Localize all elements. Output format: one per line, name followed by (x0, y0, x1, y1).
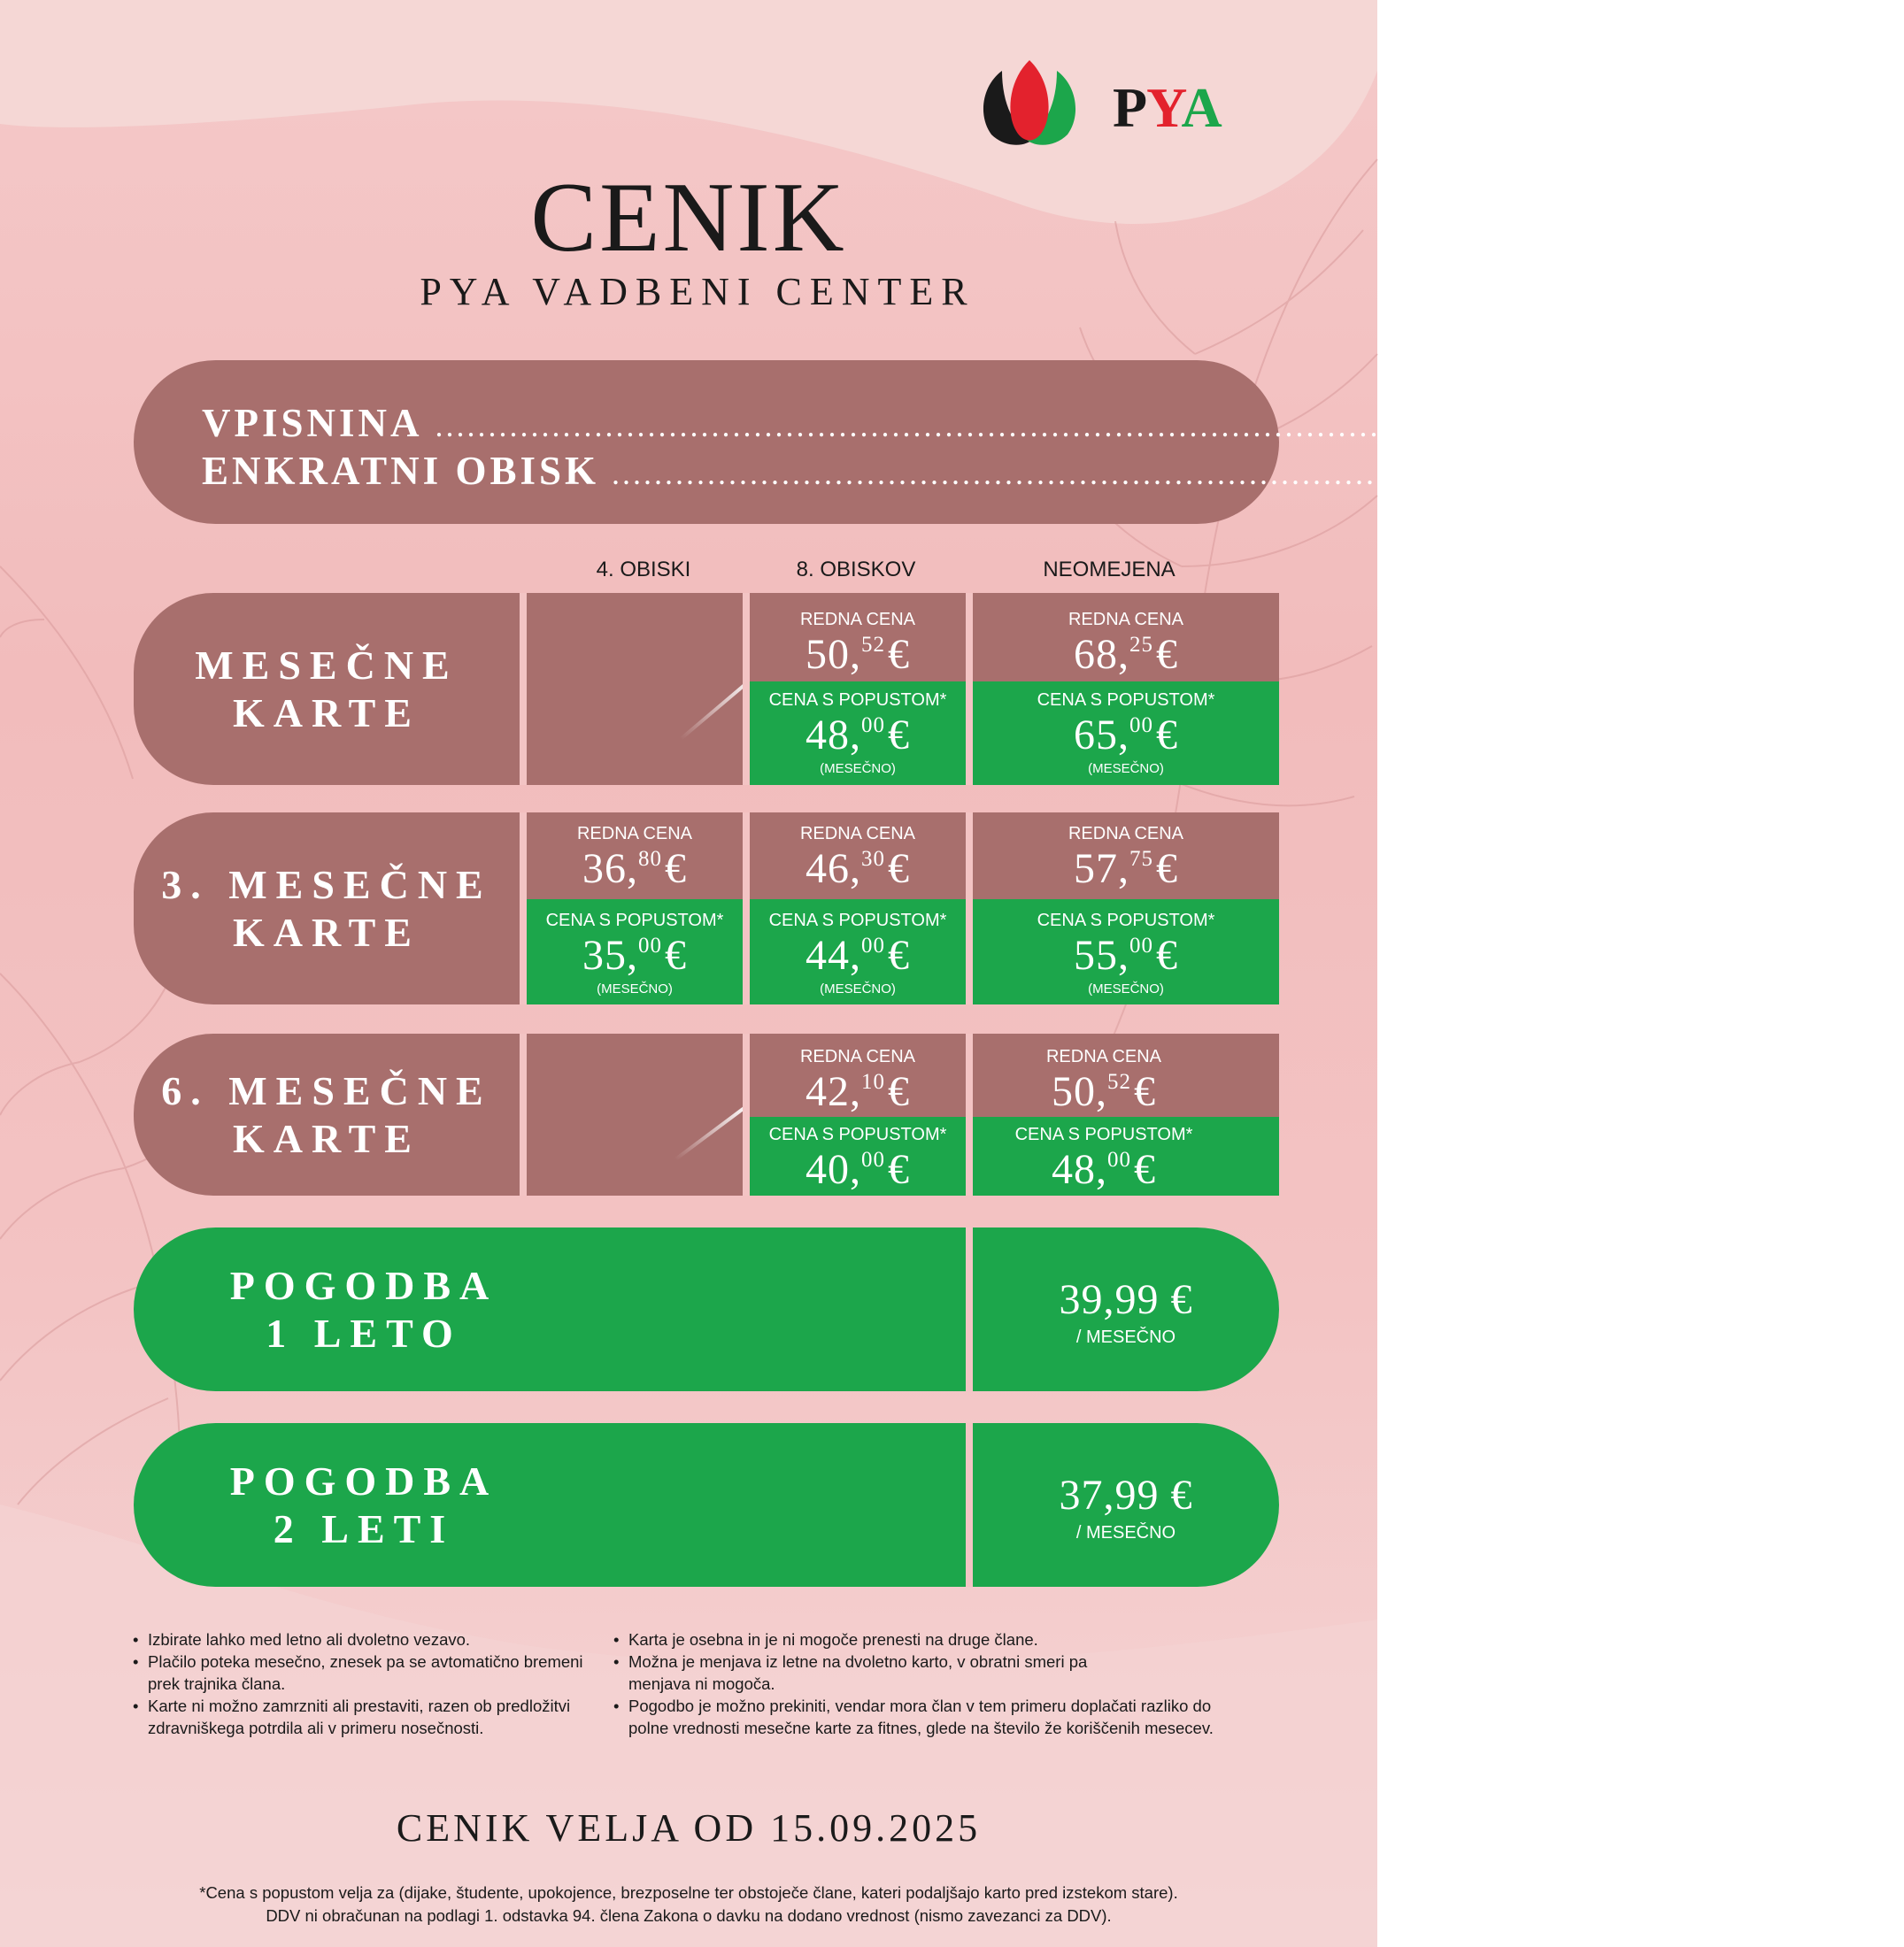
basic-fees-box (134, 360, 1904, 524)
single-visit-row (202, 447, 1904, 493)
monthly-cards-label: MESEČNE KARTE (195, 642, 459, 735)
monthly-4-visits-cell (527, 593, 743, 785)
monthly-8-visits-cell: REDNA CENA 50,52€ CENA S POPUSTOM* 48,00€ (MESEČNO) (750, 593, 966, 785)
entry-fee-label: VPISNINA (202, 401, 423, 445)
validity-statement: CENIK VELJA OD 15.09.2025 (396, 1806, 982, 1850)
note-item: • Možna je menjava iz letne na dvoletno karto, v obratni smeri pa menjava ni mogoča. (613, 1651, 1098, 1695)
regular-price: 42,10€ (806, 1068, 910, 1115)
three-month-8-visits-cell: REDNA CENA 46,30€ CENA S POPUSTOM* 44,00€ (MESEČNO) (750, 812, 966, 1004)
notes-right (613, 1628, 1251, 1739)
monthly-cards-row (134, 593, 1279, 785)
regular-price: 36,80€ (582, 845, 687, 892)
regular-price: 57,75€ (1074, 845, 1178, 892)
discount-price: 65,00€ (1074, 712, 1178, 758)
dot-leader: .............................................................................................................. (435, 408, 1604, 443)
discount-price: 48,00€ (1052, 1146, 1156, 1193)
six-month-cards-row (134, 1034, 1279, 1196)
per-month-label: / MESEČNO (1075, 1328, 1176, 1347)
pya-logo (975, 60, 1228, 149)
note-item: • Pogodbo je možno prekiniti, vendar mora član v tem primeru doplačati razliko do polne vrednosti mesečne karte za fitnes, glede na število že koriščenih mesecev. (613, 1695, 1251, 1739)
per-month-label: / MESEČNO (1075, 1523, 1176, 1543)
single-visit-price: 10,00 € (1792, 448, 1904, 493)
single-visit-label: ENKRATNI OBISK (202, 449, 600, 493)
three-month-4-visits-cell: REDNA CENA 36,80€ CENA S POPUSTOM* 35,00€ (MESEČNO) (527, 812, 743, 1004)
notes-left (133, 1628, 593, 1739)
logo-text: PYA (1113, 76, 1222, 139)
monthly-unlimited-cell: REDNA CENA 68,25€ CENA S POPUSTOM* 65,00€ (MESEČNO) (973, 593, 1279, 785)
contract-price: 39,99 € (1059, 1276, 1193, 1323)
discount-price: 44,00€ (806, 932, 910, 979)
note-item: • Karta je osebna in je ni mogoče prenesti na druge člane. (613, 1628, 1251, 1651)
six-month-8-visits-cell: REDNA CENA 42,10€ CENA S POPUSTOM* 40,00€ (750, 1034, 966, 1196)
contract-1-year-price-cell (973, 1227, 1279, 1391)
footnotes (0, 1882, 1377, 1928)
regular-price: 46,30€ (806, 845, 910, 892)
contract-2-years-row (134, 1423, 1279, 1587)
discount-price: 48,00€ (806, 712, 910, 758)
three-month-unlimited-cell: REDNA CENA 57,75€ CENA S POPUSTOM* 55,00€ (MESEČNO) (973, 812, 1279, 1004)
contract-1-year-label: POGODBA 1 LETO (229, 1262, 498, 1356)
note-item: • Karte ni možno zamrzniti ali prestaviti, razen ob predložitvi zdravniškega potrdila ali v primeru nosečnosti. (133, 1695, 593, 1739)
three-month-cards-row (134, 812, 1279, 1004)
column-header-8-visits: 8. OBISKOV (796, 558, 916, 581)
column-header-4-visits: 4. OBISKI (596, 558, 691, 581)
column-header-unlimited: NEOMEJENA (1043, 558, 1176, 581)
note-item: • Izbirate lahko med letno ali dvoletno vezavo. (133, 1628, 593, 1651)
discount-price: 35,00€ (582, 932, 687, 979)
discount-price: 55,00€ (1074, 932, 1178, 979)
regular-price: 50,52€ (1052, 1068, 1156, 1115)
dot-leader: .............................................................................................................. (612, 456, 1781, 491)
entry-fee-row (202, 399, 1728, 445)
discount-price: 40,00€ (806, 1146, 910, 1193)
six-month-cards-label: 6. MESEČNE KARTE (161, 1067, 492, 1161)
contract-1-year-row (134, 1227, 1279, 1391)
six-month-4-visits-cell (527, 1034, 743, 1196)
six-month-unlimited-cell: REDNA CENA 50,52€ CENA S POPUSTOM* 48,00€ (973, 1034, 1279, 1196)
page-title: CENIK (530, 163, 847, 273)
contract-2-years-label: POGODBA 2 LETI (229, 1458, 498, 1551)
vat-footnote: DDV ni obračunan na podlagi 1. odstavka 94. člena Zakona o davku na dodano vrednost (nismo zavezanci za DDV). (266, 1906, 1112, 1925)
entry-fee-price: 10,00 € (1615, 400, 1728, 445)
lotus-icon (975, 60, 1099, 149)
note-item: • Plačilo poteka mesečno, znesek pa se avtomatično bremeni prek trajnika člana. (133, 1651, 593, 1695)
regular-price: 68,25€ (1074, 631, 1178, 678)
regular-price: 50,52€ (806, 631, 910, 678)
contract-2-years-price-cell (973, 1423, 1279, 1587)
page-subtitle: PYA VADBENI CENTER (420, 270, 975, 313)
three-month-cards-label: 3. MESEČNE KARTE (161, 861, 492, 955)
discount-footnote: *Cena s popustom velja za (dijake, študente, upokojence, brezposelne ter obstoječe člane, kateri podaljšajo karto pred izstekom stare). (199, 1883, 1178, 1902)
contract-price: 37,99 € (1059, 1472, 1193, 1519)
